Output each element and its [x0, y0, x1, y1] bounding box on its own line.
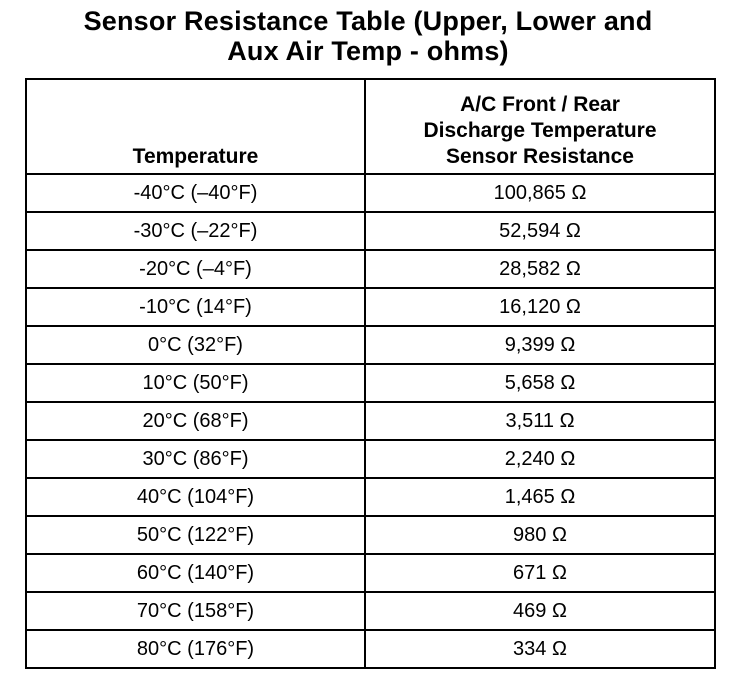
- table-row: [26, 288, 715, 326]
- table-row: [26, 478, 715, 516]
- resistance-header-line-1: A/C Front / Rear: [460, 93, 620, 116]
- resistance-cell: 28,582 Ω: [365, 250, 715, 288]
- table-row: [26, 516, 715, 554]
- resistance-cell: 52,594 Ω: [365, 212, 715, 250]
- temperature-cell: 60°C (140°F): [26, 554, 365, 592]
- temperature-cell: -30°C (–22°F): [26, 212, 365, 250]
- table-row: [26, 592, 715, 630]
- table-row: [26, 174, 715, 212]
- temperature-cell: 20°C (68°F): [26, 402, 365, 440]
- temperature-cell: 50°C (122°F): [26, 516, 365, 554]
- table-row: [26, 554, 715, 592]
- table-row: [26, 364, 715, 402]
- resistance-cell: 9,399 Ω: [365, 326, 715, 364]
- resistance-cell: 1,465 Ω: [365, 478, 715, 516]
- resistance-cell: 469 Ω: [365, 592, 715, 630]
- resistance-header-line-3: Sensor Resistance: [446, 145, 634, 168]
- temperature-cell: -20°C (–4°F): [26, 250, 365, 288]
- resistance-cell: 671 Ω: [365, 554, 715, 592]
- table-row: [26, 250, 715, 288]
- table-row: [26, 440, 715, 478]
- resistance-cell: 16,120 Ω: [365, 288, 715, 326]
- temperature-cell: -10°C (14°F): [26, 288, 365, 326]
- temperature-cell: 40°C (104°F): [26, 478, 365, 516]
- temperature-cell: -40°C (–40°F): [26, 174, 365, 212]
- temperature-column-header: Temperature: [26, 79, 365, 174]
- resistance-cell: 100,865 Ω: [365, 174, 715, 212]
- table-row: [26, 212, 715, 250]
- resistance-header-line-2: Discharge Temperature: [423, 119, 657, 142]
- table-row: [26, 402, 715, 440]
- title-line-2: Aux Air Temp - ohms): [227, 36, 509, 66]
- temperature-cell: 70°C (158°F): [26, 592, 365, 630]
- resistance-column-header: [365, 79, 715, 174]
- resistance-cell: 5,658 Ω: [365, 364, 715, 402]
- temperature-cell: 30°C (86°F): [26, 440, 365, 478]
- title-line-1: Sensor Resistance Table (Upper, Lower and: [83, 6, 653, 36]
- table-header-row: [26, 79, 715, 174]
- table-row: [26, 326, 715, 364]
- sensor-resistance-table: [25, 78, 716, 669]
- resistance-cell: 980 Ω: [365, 516, 715, 554]
- temperature-cell: 10°C (50°F): [26, 364, 365, 402]
- resistance-cell: 3,511 Ω: [365, 402, 715, 440]
- page-title: [0, 6, 736, 66]
- temperature-cell: 80°C (176°F): [26, 630, 365, 668]
- temperature-cell: 0°C (32°F): [26, 326, 365, 364]
- table-row: [26, 630, 715, 668]
- resistance-cell: 2,240 Ω: [365, 440, 715, 478]
- resistance-cell: 334 Ω: [365, 630, 715, 668]
